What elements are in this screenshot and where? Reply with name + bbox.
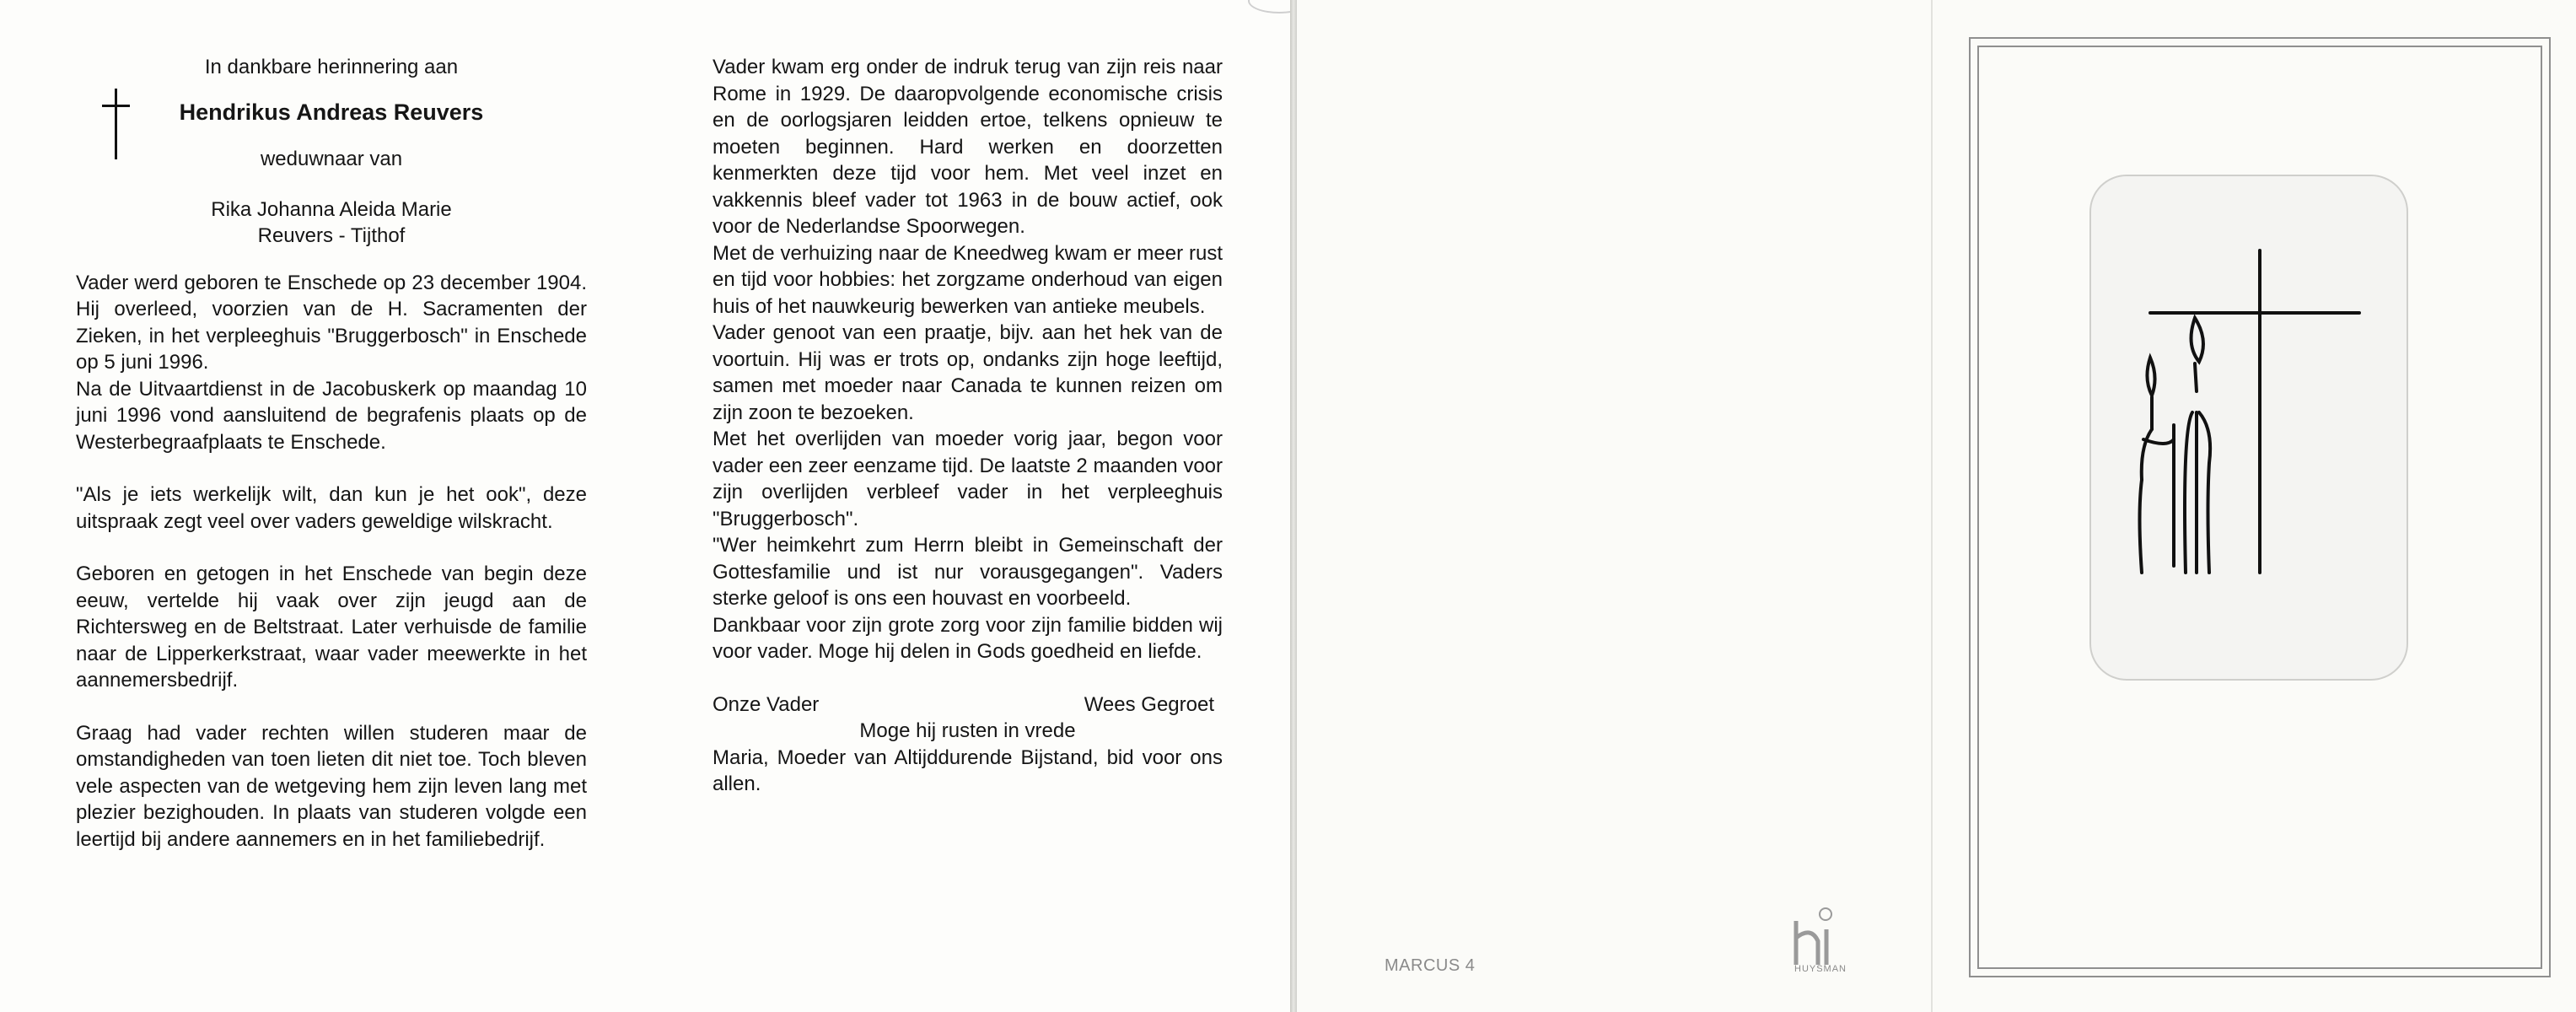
- publisher-logo-text: HUYSMAN: [1794, 964, 1847, 974]
- cover-illustration: [2089, 175, 2408, 681]
- card-fold: [1290, 0, 1297, 1012]
- paragraph-canada: Vader genoot van een praatje, bijv. aan het hek van de voortuin. Hij was er trots op, ondanks zijn hoge leeftijd, samen met moeder naar Canada te kunnen reizen om zijn zoon te bezoeken.: [713, 321, 1223, 424]
- prayer-our-father: Onze Vader: [713, 692, 820, 716]
- spouse-name: Rika Johanna Aleida Marie: [211, 197, 452, 221]
- model-number: MARCUS 4: [1385, 956, 1476, 975]
- prayer-rest-in-peace: Moge hij rusten in vrede: [859, 719, 1076, 742]
- spouse-surname: Reuvers - Tijthof: [257, 224, 406, 247]
- paragraph-faith: "Wer heimkehrt zum Herrn bleibt in Gemeinschaft der Gottesfamilie und ist nur vorausgegangen". Vaders sterke geloof is ons een houvast en voorbeeld.: [713, 534, 1223, 610]
- prayer-hail-mary: Wees Gegroet: [1084, 692, 1214, 716]
- right-column: [713, 54, 1223, 798]
- relation: weduwnaar van: [260, 148, 403, 170]
- prayer-closing: Maria, Moeder van Altijddurende Bijstand, bid voor ons allen.: [713, 746, 1223, 795]
- back-cover-fold: [1931, 0, 1933, 1012]
- paragraph-youth: Geboren en getogen in het Enschede van begin deze eeuw, vertelde hij vaak over zijn jeugd aan de Richtersweg en de Beltstraat. Later verhuisde de familie naar de Lipperkerkstraat, waar vader meewerkte in het aannemersbedrijf.: [76, 563, 587, 692]
- deceased-name: Hendrikus Andreas Reuvers: [179, 99, 484, 125]
- paragraph-mother: Met het overlijden van moeder vorig jaar, begon voor vader een zeer eenzame tijd. De laatste 2 maanden voor zijn overlijden verbleef vader in het verpleeghuis "Bruggerbosch".: [713, 428, 1223, 530]
- heading: In dankbare herinnering aan: [204, 56, 459, 78]
- paragraph-career: Graag had vader rechten willen studeren maar de omstandigheden van toen lieten dit niet toe. Toch bleven vele aspecten van de wetgeving hem zijn leven lang met plezier bezighouden. In plaats van studeren volgde een leertijd bij andere aannemers en in het familiebedrijf.: [76, 721, 587, 851]
- prayers: [713, 692, 1223, 798]
- left-column: [76, 54, 587, 853]
- candles-and-cross-icon: [2091, 176, 2410, 682]
- paragraph-quote: "Als je iets werkelijk wilt, dan kun je het ook", deze uitspraak zegt veel over vaders geweldige wilskracht.: [76, 483, 587, 533]
- paragraph-rome: Vader kwam erg onder de indruk terug van zijn reis naar Rome in 1929. De daaropvolgende economische crisis en de oorlogsjaren leidden ertoe, telkens opnieuw te moeten beginnen. Hard werken en doorzetten kenmerkten deze tijd voor hem. Met veel inzet en vakkennis bleef vader tot 1963 in de bouw actief, ook voor de Nederlandse Spoorwegen.: [713, 56, 1223, 238]
- paragraph-hobbies: Met de verhuizing naar de Kneedweg kwam er meer rust en tijd voor hobbies: het zorgzame onderhoud van eigen huis of het nauwkeurig bewerken van antieke meubels.: [713, 241, 1223, 318]
- paragraph-gratitude: Dankbaar voor zijn grote zorg voor zijn familie bidden wij voor vader. Moge hij delen in Gods goedheid en liefde.: [713, 613, 1223, 663]
- paragraph-birth-death: Vader werd geboren te Enschede op 23 december 1904. Hij overleed, voorzien van de H. Sacramenten der Zieken, in het verpleeghuis "Bruggerbosch" in Enschede op 5 juni 1996. Na de Uitvaartdienst in de Jacobuskerk op maandag 10 juni 1996 vond aansluitend de begrafenis plaats op de Westerbegraafplaats te Enschede.: [76, 271, 587, 454]
